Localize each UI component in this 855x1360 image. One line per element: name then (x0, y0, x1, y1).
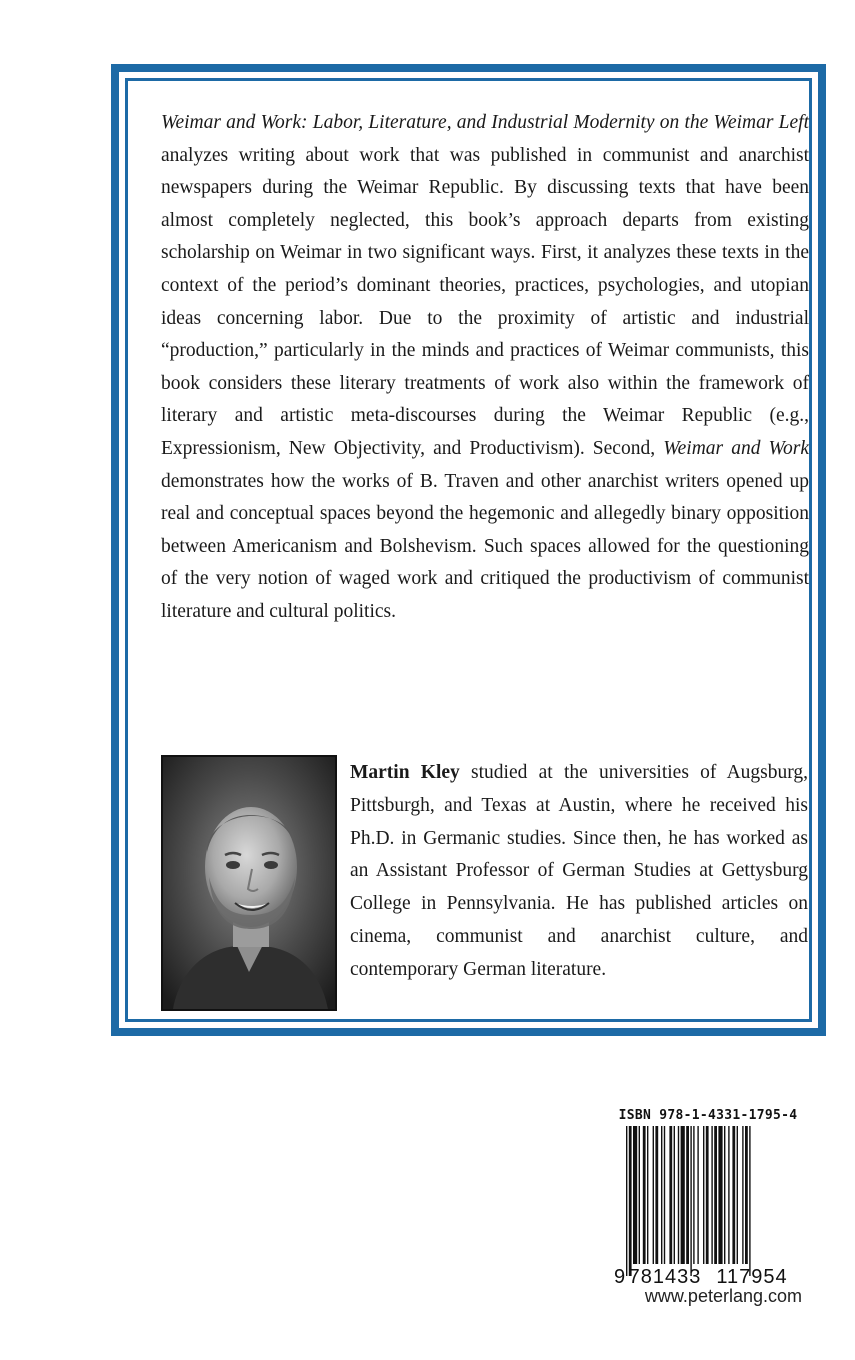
barcode-digits-left: 781433 (628, 1266, 702, 1288)
author-bio-text: studied at the universities of Augsburg, Pittsburgh, and Texas at Austin, where he received his Ph.D. in Germanic studies. Since then, he has worked as an Assistant Professor of German Studies at Gettysburg College in Pennsylvania. He has published articles on cinema, communist and anarchist culture, and contemporary German literature. (350, 762, 809, 980)
barcode-bar (728, 1126, 729, 1264)
barcode-bar (724, 1126, 725, 1264)
barcode-bar (714, 1126, 717, 1264)
description-part-1: analyzes writing about work that was published in communist and anarchist newspapers during the Weimar Republic. By discussing texts that have been almost completely neglected, this book’s approach departs from existing scholarship on Weimar in two significant ways. First, it analyzes these texts in the context of the period’s dominant theories, practices, psychologies, and utopian ideas concerning labor. Due to the proximity of artistic and industrial “production,” particularly in the minds and practices of Weimar communists, this book considers these literary treatments of work also within the framework of literary and artistic meta-discourses during the Weimar Republic (e.g., Expressionism, New Objectivity, and Productivism). Second, (161, 144, 809, 459)
frame-inner (125, 78, 812, 1022)
barcode-bar (732, 1126, 735, 1264)
barcode-bar (661, 1126, 662, 1264)
barcode-bar (742, 1126, 743, 1264)
barcode-bar (639, 1126, 640, 1264)
barcode-bar (633, 1126, 637, 1264)
barcode-bar (718, 1126, 722, 1264)
barcode-bar (697, 1126, 698, 1264)
book-description (161, 107, 809, 629)
description-part-2: demonstrates how the works of B. Traven and other anarchist writers opened up real and conceptual spaces beyond the hegemonic and allegedly binary opposition between Americanism and Bolshevism. Such spaces allowed for the questioning of the very notion of waged work and critiqued the productivism of communist literature and cultural politics. (161, 470, 809, 622)
barcode-bar (737, 1126, 738, 1264)
barcode-digits-right: 117954 (716, 1266, 788, 1288)
barcode-bar (647, 1126, 648, 1264)
isbn-barcode (612, 1126, 802, 1288)
barcode-bar (629, 1126, 632, 1276)
book-title-short: Weimar and Work (663, 437, 809, 459)
barcode-digit-first: 9 (614, 1266, 626, 1288)
barcode-bar (703, 1126, 704, 1264)
barcode-bar (693, 1126, 694, 1264)
publisher-website: www.peterlang.com (644, 1286, 802, 1306)
barcode-bars (626, 1126, 751, 1276)
cover-frame (111, 64, 826, 1036)
barcode-bar (643, 1126, 646, 1264)
barcode-bar (653, 1126, 654, 1264)
isbn-label: ISBN 978-1-4331-1795-4 (618, 1108, 798, 1123)
barcode-bar (711, 1126, 712, 1264)
barcode-bar (706, 1126, 709, 1264)
barcode-bar (674, 1126, 675, 1264)
author-name: Martin Kley (350, 762, 460, 783)
author-bio (350, 757, 808, 987)
author-photo (161, 755, 337, 1011)
barcode-bar (745, 1126, 748, 1264)
barcode-bar (678, 1126, 679, 1264)
barcode-bar (664, 1126, 665, 1264)
barcode-bar (655, 1126, 658, 1264)
barcode-bar (669, 1126, 672, 1264)
barcode-bar (690, 1126, 691, 1276)
author-portrait-icon (163, 757, 335, 1009)
book-title: Weimar and Work: Labor, Literature, and Industrial Modernity on the Weimar Left (161, 112, 809, 133)
barcode-bar (749, 1126, 750, 1276)
barcode-bar (626, 1126, 627, 1276)
barcode-bar (681, 1126, 685, 1264)
barcode-bar (686, 1126, 689, 1264)
